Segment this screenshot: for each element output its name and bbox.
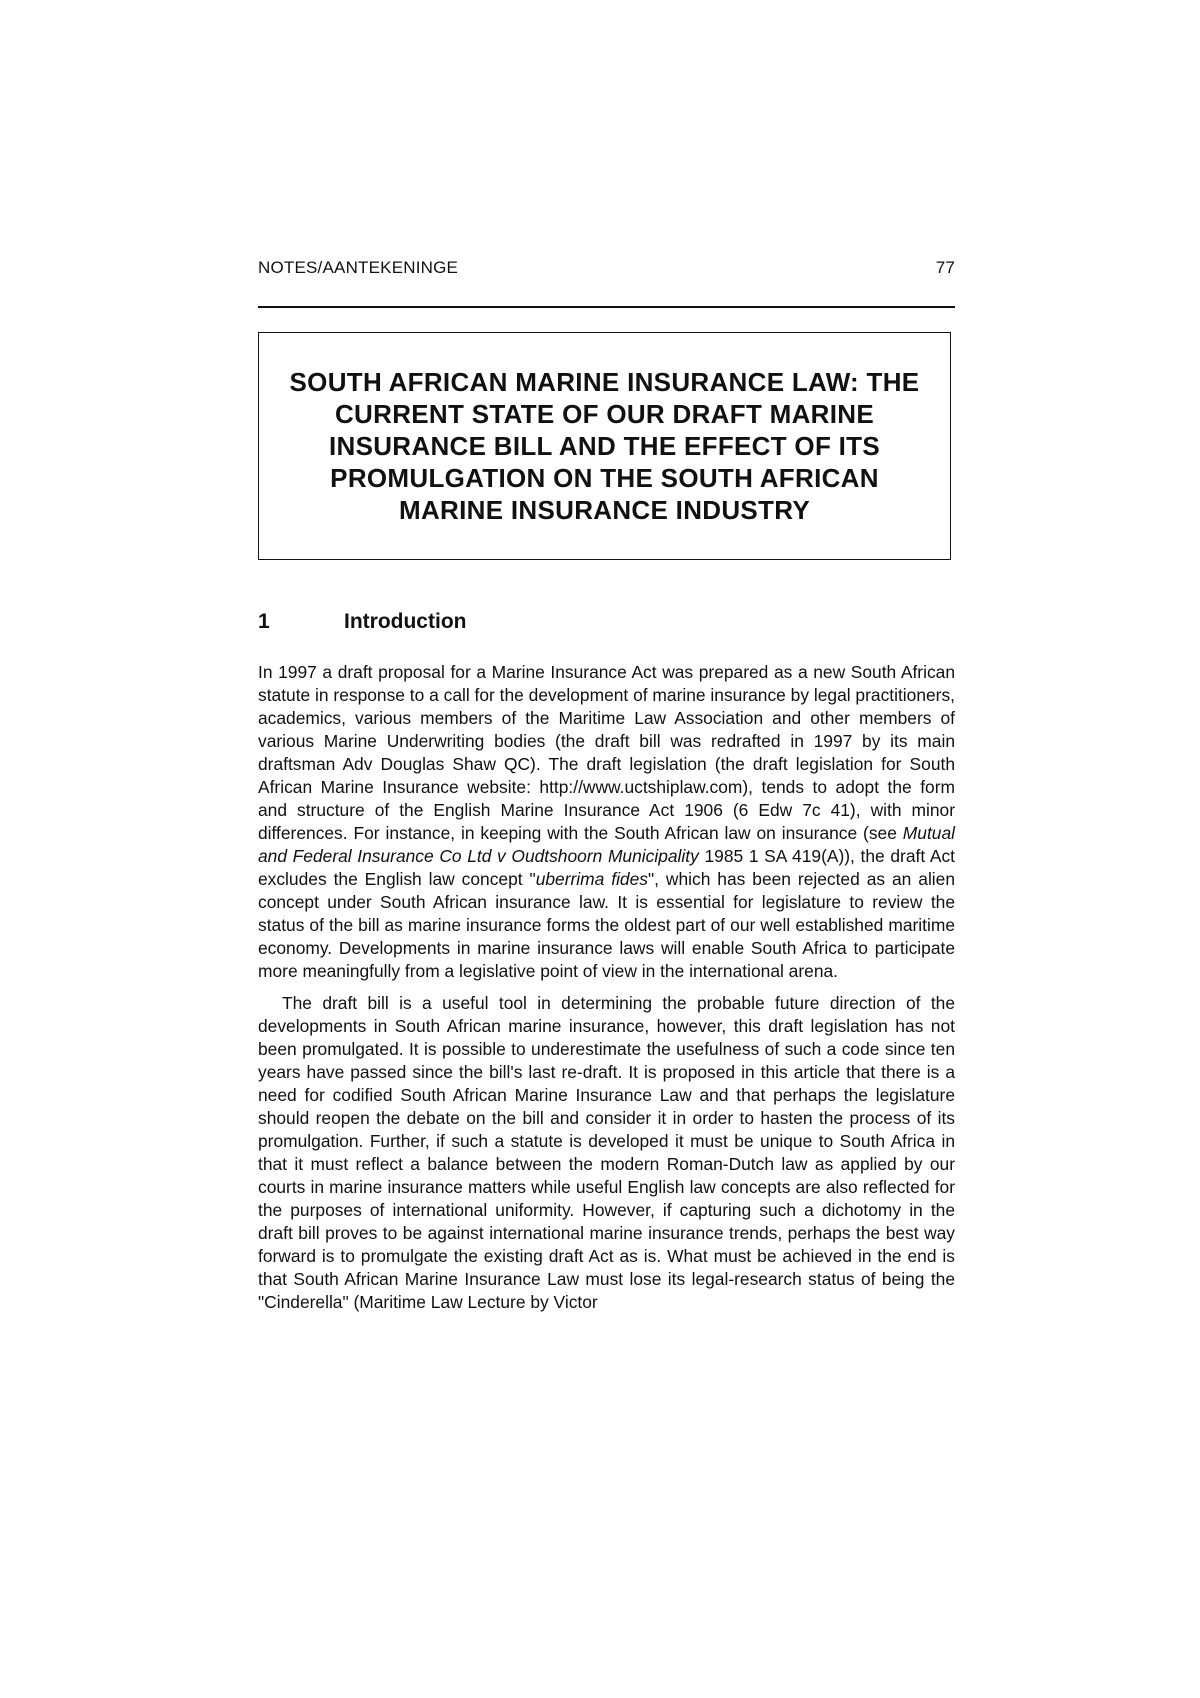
header-rule (258, 306, 955, 308)
running-title: NOTES/AANTEKENINGE (258, 258, 459, 277)
paragraph-2: The draft bill is a useful tool in determining the probable future direction of the developments in South African marine insurance, however, this draft legislation has not been promulgated. It is possible to underestimate the usefulness of such a code since ten years have passed since the bill's last re-draft. It is proposed in this article that there is a need for codified South African Marine Insurance Law and that perhaps the legislature should reopen the debate on the bill and consider it in order to hasten the process of its promulgation. Further, if such a statute is developed it must be unique to South Africa in that it must reflect a balance between the modern Roman-Dutch law as applied by our courts in marine insurance matters while useful English law concepts are also reflected for the purposes of international uniformity. However, if capturing such a dichotomy in the draft bill proves to be against international marine insurance trends, perhaps the best way forward is to promulgate the existing draft Act as is. What must be achieved in the end is that South African Marine Insurance Law must lose its legal-research status of being the "Cinderella" (Maritime Law Lecture by Victor (258, 993, 955, 1312)
article-body (258, 661, 955, 1323)
paragraph-1-text-c: ", which has been rejected as an alien concept under South African insurance law. It is essential for legislature to review the status of the bill as marine insurance forms the oldest part of our well established maritime economy. Developments in marine insurance laws will enable South Africa to participate more meaningfully from a legislative point of view in the international arena. (258, 869, 956, 981)
running-header (258, 258, 955, 282)
case-citation: Mutual and Federal Insurance Co Ltd v Oudtshoorn Municipality (258, 823, 955, 866)
section-title: Introduction (344, 610, 467, 633)
paragraph-1-text-b: 1985 1 SA 419(A)), the draft Act excludes the English law concept " (258, 846, 955, 889)
paragraph-1-text-a: In 1997 a draft proposal for a Marine Insurance Act was prepared as a new South African statute in response to a call for the development of marine insurance by legal practitioners, academics, various members of the Maritime Law Association and other members of various Marine Underwriting bodies (the draft bill was redrafted in 1997 by its main draftsman Adv Douglas Shaw QC). The draft legislation (the draft legislation for South African Marine Insurance website: http://www.uctshiplaw.com), tends to adopt the form and structure of the English Marine Insurance Act 1906 (6 Edw 7c 41), with minor differences. For instance, in keeping with the South African law on insurance (see (258, 662, 955, 843)
page-number: 77 (935, 258, 955, 277)
latin-term: uberrima fides (535, 869, 648, 889)
paragraph-1 (258, 661, 955, 983)
article-title-box (258, 332, 951, 560)
article-title: SOUTH AFRICAN MARINE INSURANCE LAW: THE CURRENT STATE OF OUR DRAFT MARINE INSURANCE BILL AND THE EFFECT OF ITS PROMULGATION ON THE SOUTH AFRICAN MARINE INSURANCE INDUSTRY (289, 367, 920, 525)
section-number: 1 (258, 610, 270, 633)
